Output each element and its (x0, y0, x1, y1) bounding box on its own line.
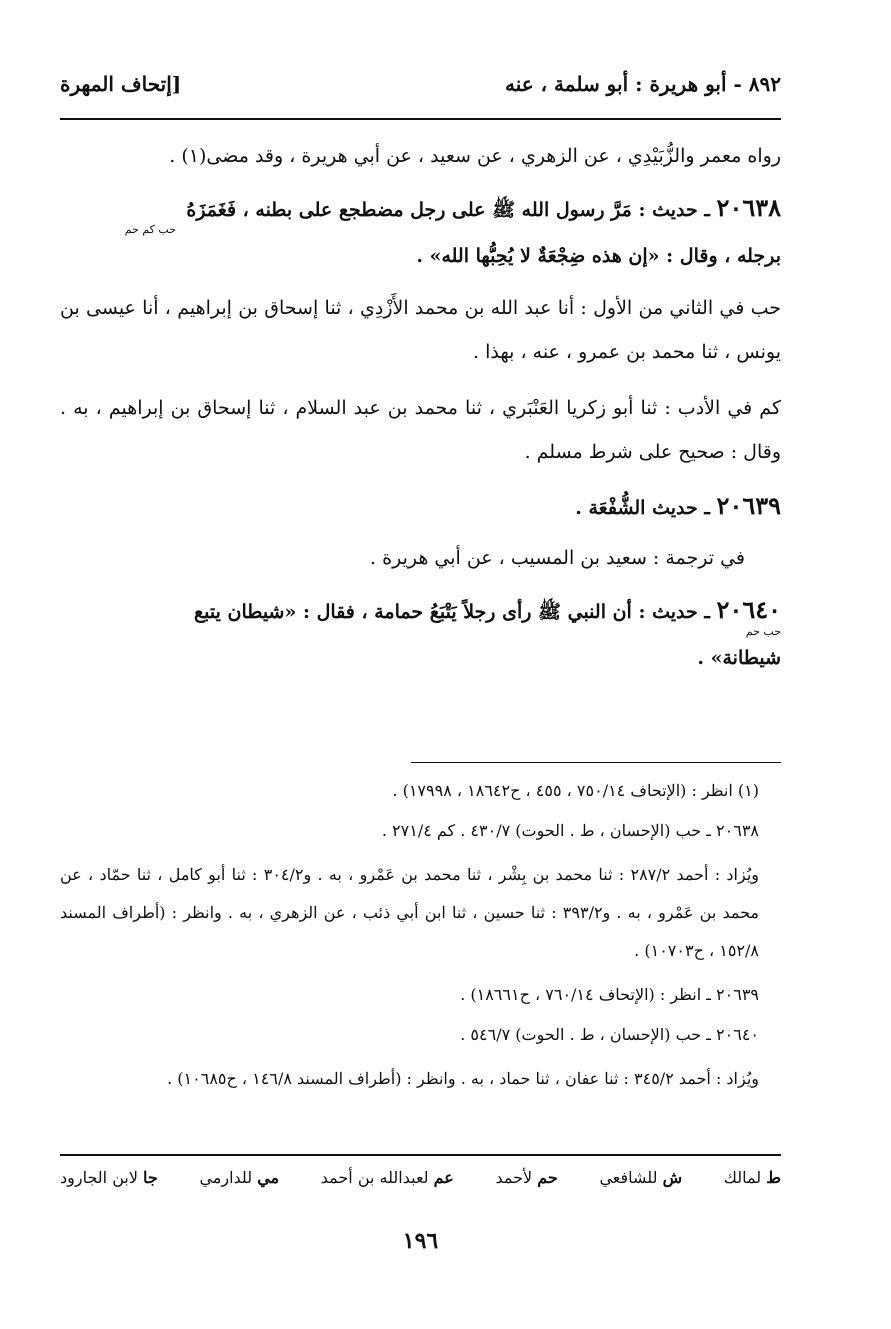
header-section-title: ٨٩٢ - أبو هريرة : أبو سلمة ، عنه (504, 72, 781, 96)
hadith-number: ٢٠٦٣٨ (716, 193, 781, 222)
footnote-20640-additions: ويُزاد : أحمد ٣٤٥/٢ : ثنا عفان ، ثنا حماد ، به . وانظر : (أطراف المسند ١٤٦/٨ ، ح١٠٦٨٥) . (167, 1069, 759, 1088)
source-marker: حب كم حم (124, 223, 176, 236)
hadith-number: ٢٠٦٣٩ (716, 491, 781, 520)
abbreviation-legend (60, 1168, 781, 1187)
paragraph-hakim: كم في الأدب : ثنا أبو زكريا العَنْبَري ، ثنا محمد بن عبد السلام ، ثنا إسحاق بن إبراهيم ، به . وقال : صحيح على شرط مسلم . (60, 397, 781, 463)
hadith-number: ٢٠٦٤٠ (716, 595, 781, 624)
legend-item: عم لعبدالله بن أحمد (320, 1168, 454, 1187)
hadith-text: ـ حديث : أن النبي ﷺ رأى رجلاً يَتْبَعُ حمامة ، فقال : «شيطان يتبع (194, 601, 710, 623)
hadith-20640 (60, 588, 781, 634)
hadith-20639 (60, 484, 781, 530)
document-page (60, 0, 781, 1329)
intro-line: رواه معمر والزُّبَيْدِي ، عن الزهري ، عن سعيد ، عن أبي هريرة ، وقد مضى(١) . (169, 145, 781, 167)
footnote-20639: ٢٠٦٣٩ ـ انظر : (الإتحاف ٧٦٠/١٤ ، ح١٨٦٦١) . (460, 985, 759, 1004)
hadith-text: ـ حديث : مَرَّ رسول الله ﷺ على رجل مضطجع على بطنه ، فَغَمَزَهُ (186, 199, 710, 221)
footnote-1: (١) انظر : (الإتحاف ٧٥٠/١٤ ، ٤٥٥ ، ح١٨٦٤٢ ، ١٧٩٩٨) . (392, 781, 759, 800)
hadith-text: ـ حديث الشُّفْعَة . (575, 497, 710, 519)
legend-item: ط لمالك (723, 1168, 781, 1187)
footnote-20638-additions: ويُزاد : أحمد ٢٨٧/٢ : ثنا محمد بن بِشْر ، ثنا محمد بن عَمْرو ، به . و٣٠٤/٢ : ثنا أبو كامل ، ثنا حمّاد ، عن محمد بن عَمْرو ، به . و٣٩٣/٢ : ثنا حسين ، ثنا ابن أبي ذئب ، عن الزهري ، به . وانظر : (أطراف المسند ١٥٢/٨ ، ح١٠٧٠٣) . (60, 865, 760, 960)
hadith-continuation: شيطانة» . (697, 647, 781, 669)
running-header (60, 66, 781, 102)
footnote-20640: ٢٠٦٤٠ ـ حب (الإحسان ، ط . الحوت) ٥٤٦/٧ . (460, 1025, 759, 1044)
legend-item: ش للشافعي (599, 1168, 683, 1187)
legend-item: حم لأحمد (495, 1168, 558, 1187)
source-marker: حب حم (745, 625, 781, 638)
footnote-20638: ٢٠٦٣٨ ـ حب (الإحسان ، ط . الحوت) ٤٣٠/٧ . كم ٢٧١/٤ . (381, 821, 759, 840)
legend-item: مي للدارمي (199, 1168, 280, 1187)
cross-reference: في ترجمة : سعيد بن المسيب ، عن أبي هريرة . (370, 547, 745, 569)
footer-rule (60, 1154, 781, 1156)
footnote-separator (411, 762, 781, 763)
paragraph-hibban: حب في الثاني من الأول : أنا عبد الله بن محمد الأَزْدِي ، ثنا إسحاق بن إبراهيم ، أنا عيسى بن يونس ، ثنا محمد بن عمرو ، عنه ، بهذا . (60, 297, 781, 363)
header-rule (60, 118, 781, 120)
header-book-title: [إتحاف المهرة (60, 72, 182, 96)
legend-item: جا لابن الجارود (60, 1168, 158, 1187)
hadith-continuation: برجله ، وقال : «إن هذه ضِجْعَةٌ لا يُحِبُّها الله» . (416, 245, 781, 267)
page-number: ١٩٦ (402, 1228, 439, 1254)
